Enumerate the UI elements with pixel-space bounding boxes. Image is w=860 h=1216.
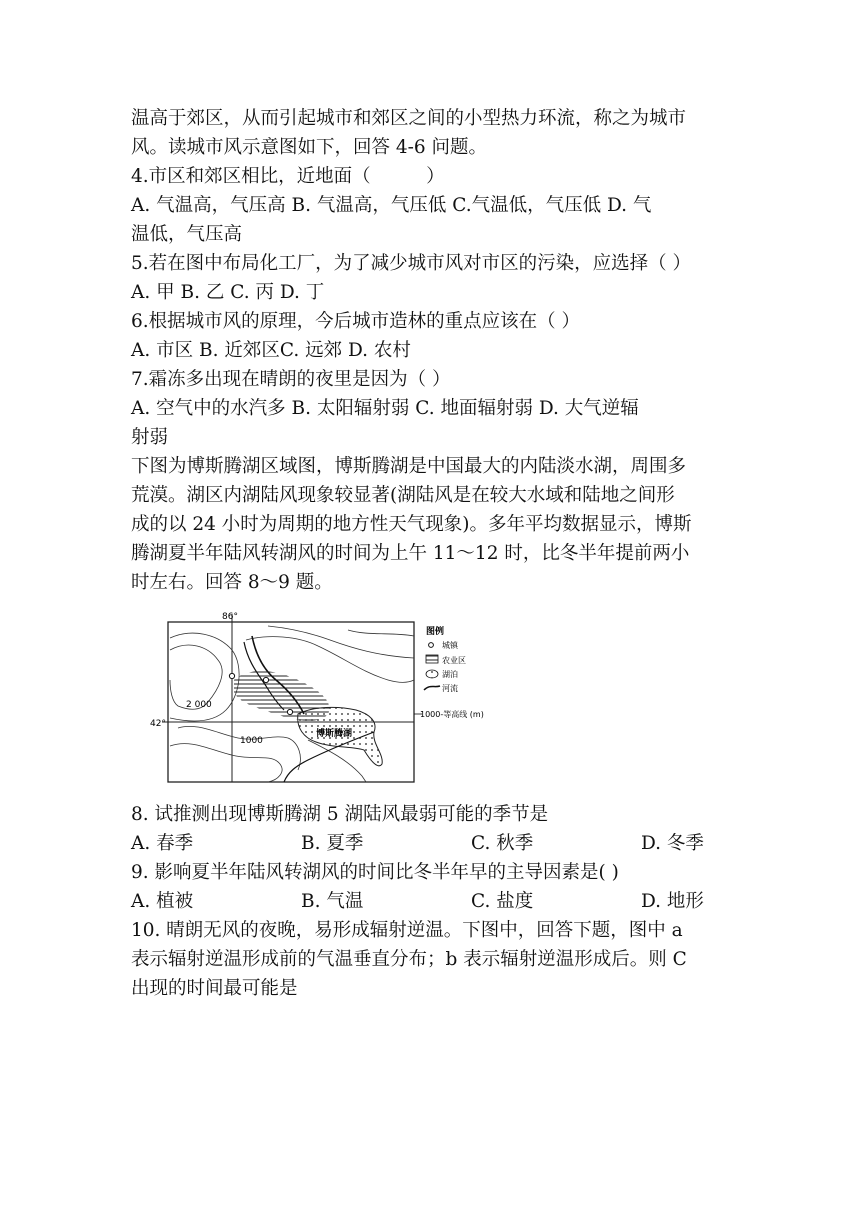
contour-line: [178, 726, 300, 770]
legend-lake-label: 湖泊: [442, 670, 458, 679]
q8-option-a: A. 春季: [131, 833, 194, 854]
legend-farm-symbol: [426, 655, 438, 663]
contour-line: [170, 744, 282, 782]
legend-river-label: 河流: [442, 684, 458, 693]
q9-option-b: B. 气温: [301, 891, 364, 912]
legend-town-label: 城镇: [442, 641, 458, 650]
latitude-label: 42°: [150, 719, 166, 729]
intro-line-1: 温高于郊区，从而引起城市和郊区之间的小型热力环流，称之为城市: [131, 108, 687, 129]
contour-line: [348, 630, 414, 636]
legend-contour-label: 1000-等高线 (m): [420, 710, 484, 719]
document-page: [131, 104, 731, 597]
q10-line-2: 表示辐射逆温形成前的气温垂直分布；b 表示辐射逆温形成后。则 C: [131, 949, 687, 970]
q9-stem: 9. 影响夏半年陆风转湖风的时间比冬半年早的主导因素是( ): [131, 862, 619, 883]
q6-stem: 6.根据城市风的原理，今后城市造林的重点应该在（ ）: [131, 311, 581, 332]
bosten-lake-map: [148, 610, 518, 786]
town-marker: [287, 709, 292, 714]
q8-options: [131, 829, 731, 858]
legend-title: 图例: [426, 627, 445, 637]
q7-options-line-1: A. 空气中的水汽多 B. 太阳辐射弱 C. 地面辐射弱 D. 大气逆辐: [131, 398, 639, 419]
town-marker: [229, 673, 234, 678]
passage-line-1: 下图为博斯腾湖区域图，博斯腾湖是中国最大的内陆淡水湖，周围多: [131, 456, 687, 477]
q5-options: A. 甲 B. 乙 C. 丙 D. 丁: [131, 282, 325, 303]
legend-lake-symbol: [426, 670, 438, 678]
q9-options: [131, 887, 731, 916]
legend-farm-label: 农业区: [442, 656, 466, 665]
town-marker: [263, 677, 268, 682]
q7-stem: 7.霜冻多出现在晴朗的夜里是因为（ ）: [131, 369, 451, 390]
lake-name-label: 博斯腾湖: [316, 729, 353, 739]
passage-line-3: 成的以 24 小时为周期的地方性天气现象)。多年平均数据显示，博斯: [131, 514, 692, 535]
q9-option-c: C. 盐度: [471, 891, 534, 912]
legend-river-symbol: [424, 686, 440, 690]
q7-options-line-2: 射弱: [131, 427, 169, 448]
legend-town-symbol: [429, 643, 434, 648]
q8-option-c: C. 秋季: [471, 833, 534, 854]
q8-option-d: D. 冬季: [641, 833, 704, 854]
q4-stem: 4.市区和郊区相比，近地面（ ）: [131, 166, 445, 187]
passage-line-2: 荒漠。湖区内湖陆风现象较显著(湖陆风是在较大水域和陆地之间形: [131, 485, 675, 506]
q9-option-d: D. 地形: [641, 891, 704, 912]
contour-label-2000: 2 000: [186, 700, 212, 710]
contour-label-1000: 1000: [240, 736, 263, 746]
longitude-label: 86°: [222, 612, 238, 622]
contour-line: [268, 626, 414, 658]
q5-stem: 5.若在图中布局化工厂，为了减少城市风对市区的污染，应选择（ ）: [131, 253, 692, 274]
q10-line-3: 出现的时间最可能是: [131, 978, 298, 999]
q10-line-1: 10. 晴朗无风的夜晚，易形成辐射逆温。下图中，回答下题，图中 a: [131, 920, 683, 941]
q4-options-line-1: A. 气温高，气压高 B. 气温高，气压低 C.气温低，气压低 D. 气: [131, 195, 652, 216]
q9-option-a: A. 植被: [131, 891, 194, 912]
q8-stem: 8. 试推测出现博斯腾湖 5 湖陆风最弱可能的季节是: [131, 804, 549, 825]
q6-options: A. 市区 B. 近郊区C. 远郊 D. 农村: [131, 340, 411, 361]
document-page-lower: [131, 800, 731, 1003]
intro-line-2: 风。读城市风示意图如下，回答 4-6 问题。: [131, 137, 488, 158]
passage-line-4: 腾湖夏半年陆风转湖风的时间为上午 11～12 时，比冬半年提前两小: [131, 543, 690, 564]
q8-option-b: B. 夏季: [301, 833, 364, 854]
passage-line-5: 时左右。回答 8～9 题。: [131, 572, 333, 593]
map-legend: [414, 625, 484, 719]
q4-options-line-2: 温低，气压高: [131, 224, 243, 245]
